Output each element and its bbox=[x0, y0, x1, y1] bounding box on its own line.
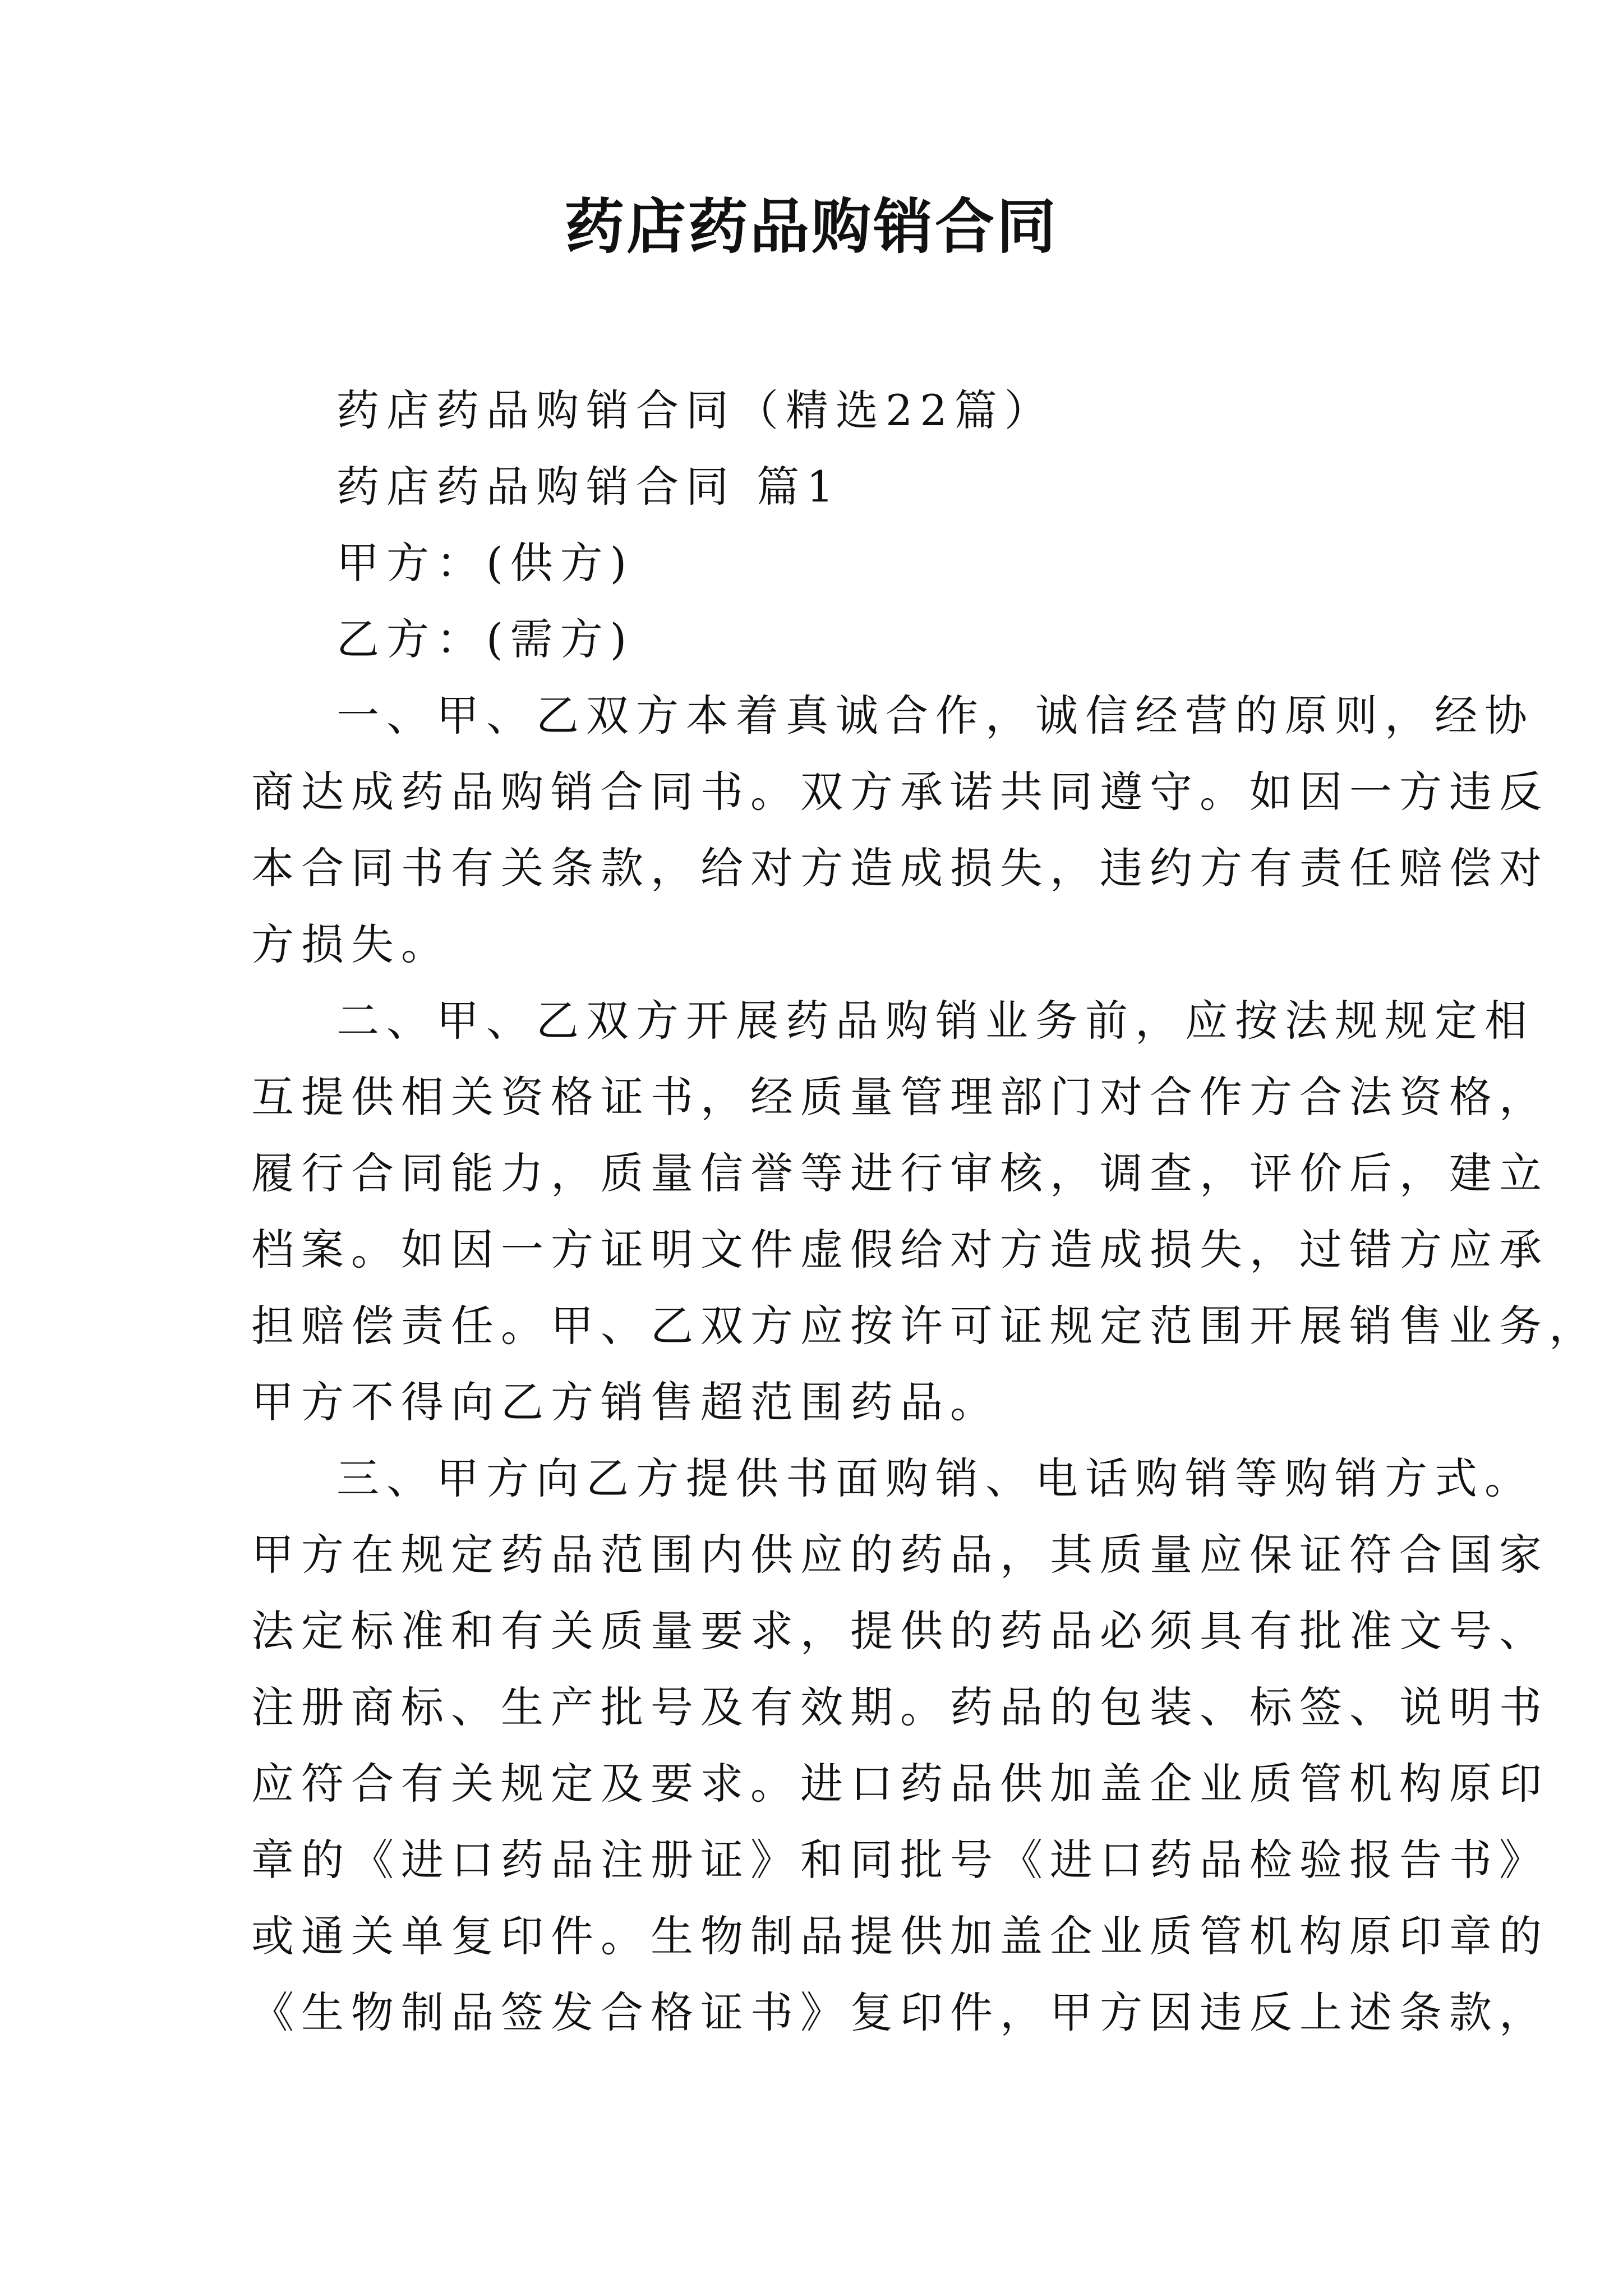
text-line: 三、甲方向乙方提供书面购销、电话购销等购销方式。 bbox=[336, 1453, 1534, 1503]
text-line: 法定标准和有关质量要求，提供的药品必须具有批准文号、 bbox=[251, 1606, 1549, 1656]
text-line: 应符合有关规定及要求。进口药品供加盖企业质管机构原印 bbox=[251, 1759, 1549, 1809]
text-line: 方损失。 bbox=[251, 919, 451, 969]
text-line: 章的《进口药品注册证》和同批号《进口药品检验报告书》 bbox=[251, 1835, 1549, 1885]
document-body bbox=[251, 372, 1599, 2051]
text-line: 甲方在规定药品范围内供应的药品，其质量应保证符合国家 bbox=[251, 1530, 1549, 1580]
text-line: 甲方：(供方) bbox=[336, 538, 634, 588]
text-line: 商达成药品购销合同书。双方承诺共同遵守。如因一方违反 bbox=[251, 767, 1549, 817]
text-line: 履行合同能力，质量信誉等进行审核，调查，评价后，建立 bbox=[251, 1148, 1549, 1198]
text-line: 甲方不得向乙方销售超范围药品。 bbox=[251, 1377, 1000, 1427]
text-line: 本合同书有关条款，给对方造成损失，违约方有责任赔偿对 bbox=[251, 843, 1549, 893]
text-line: 注册商标、生产批号及有效期。药品的包装、标签、说明书 bbox=[251, 1682, 1549, 1732]
text-line: 二、甲、乙双方开展药品购销业务前，应按法规规定相 bbox=[336, 996, 1534, 1046]
text-line: 一、甲、乙双方本着真诚合作，诚信经营的原则，经协 bbox=[336, 691, 1534, 740]
text-line: 互提供相关资格证书，经质量管理部门对合作方合法资格， bbox=[251, 1072, 1549, 1122]
text-line: 担赔偿责任。甲、乙双方应按许可证规定范围开展销售业务， bbox=[251, 1301, 1599, 1351]
text-line: 或通关单复印件。生物制品提供加盖企业质管机构原印章的 bbox=[251, 1911, 1549, 1961]
text-line: 药店药品购销合同（精选22篇） bbox=[336, 385, 1054, 435]
text-line: 乙方：(需方) bbox=[336, 614, 634, 664]
text-line: 药店药品购销合同 篇1 bbox=[336, 462, 841, 512]
document-title: 药店药品购销合同 bbox=[565, 192, 1058, 261]
text-line: 档案。如因一方证明文件虚假给对方造成损失，过错方应承 bbox=[251, 1225, 1549, 1274]
text-line: 《生物制品签发合格证书》复印件，甲方因违反上述条款， bbox=[251, 1987, 1549, 2037]
